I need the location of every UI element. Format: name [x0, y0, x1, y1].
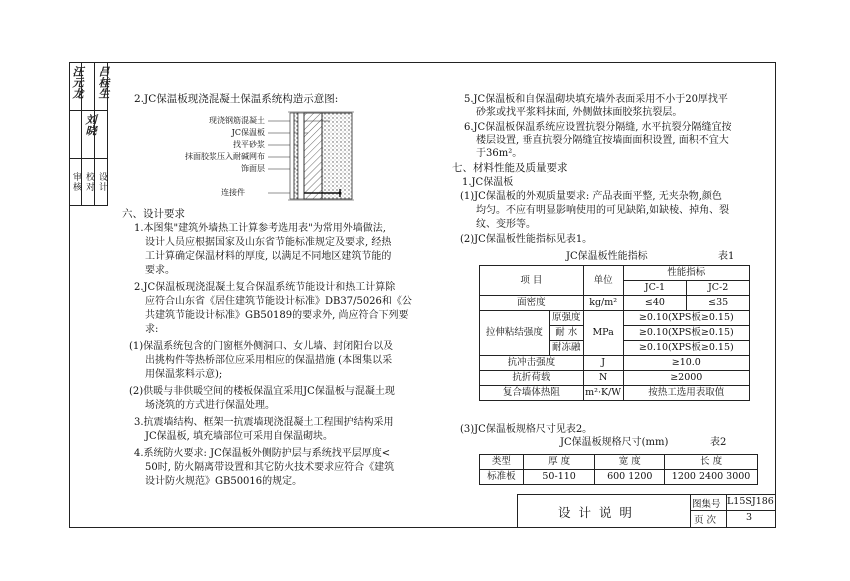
header-jc1: JC-1	[623, 281, 687, 296]
item1-sub1-line: (1)JC保温板的外观质量要求: 产品表面平整, 无夹杂物,颜色	[460, 191, 722, 202]
row-fold-value: ≥2000	[623, 371, 749, 386]
para3-line: 3.抗震墙结构、框架一抗震墙现浇混凝土工程围护结构采用	[134, 417, 394, 428]
header-jc2: JC-2	[687, 281, 750, 296]
table2-number: 表2	[710, 437, 727, 448]
diagram-label: 连接件	[221, 188, 245, 197]
row-impact-unit: J	[583, 356, 623, 371]
row-fold-label: 抗折荷载	[480, 371, 584, 386]
row-tensile-sub: 耐 水	[549, 326, 583, 341]
role-label-check: 校对	[84, 172, 94, 192]
title-block	[517, 494, 776, 528]
row-impact-label: 抗冲击强度	[480, 356, 584, 371]
page-number: 3	[746, 512, 753, 523]
strip-divider	[69, 110, 108, 111]
para5-line: 砂浆或找平浆料抹面, 外侧做抹面胶浆抗裂层。	[476, 107, 683, 118]
sub1-line: 出挑构件等热桥部位应采用相应的保温措施 (本图集以采	[145, 355, 393, 366]
signature-strip	[69, 62, 108, 206]
para3-line: JC保温板, 填充墙部位可采用自保温砌块。	[145, 431, 334, 442]
row-width: 600 1200	[595, 470, 665, 485]
diagram-label: 抹面胶浆压入耐碱网布	[185, 152, 265, 161]
row-thermal-unit: m²·K/W	[583, 386, 623, 401]
atlas-number-label: 图集号	[692, 499, 721, 510]
section7-title: 七、材料性能及质量要求	[452, 162, 568, 174]
header-performance: 性能指标	[623, 266, 749, 281]
header-type: 类型	[480, 455, 524, 470]
item1-sub1-line: 均匀。不应有明显影响使用的可见缺陷,如缺棱、掉角、裂	[476, 205, 730, 216]
item1-sub3: (3)JC保温板规格尺寸见表2。	[460, 424, 593, 435]
para1-line: 要求。	[145, 265, 175, 276]
para2-line: 共建筑节能设计标准》GB50189的要求外, 尚应符合下列要	[145, 310, 409, 321]
sub1-line: 用保温浆料示意);	[145, 369, 223, 380]
item1-title: 1.JC保温板	[462, 177, 514, 188]
diagram-label: 找平砂浆	[233, 140, 265, 149]
header-length: 长 度	[665, 455, 758, 470]
para6-line: 于36m²。	[476, 148, 523, 159]
sub1-line: (1)保温系统包含的门窗框外侧洞口、女儿墙、封闭阳台以及	[129, 341, 394, 352]
role-label-design: 设计	[97, 172, 107, 192]
row-density-label: 面密度	[480, 296, 584, 311]
page-label: 页 次	[694, 515, 717, 526]
drawing-title: 设 计 说 明	[558, 505, 634, 520]
row-tensile-unit: MPa	[583, 311, 623, 356]
row-tensile-value: ≥0.10(XPS板≥0.15)	[623, 311, 749, 326]
row-tensile-value: ≥0.10(XPS板≥0.15)	[623, 326, 749, 341]
header-unit: 单位	[583, 266, 623, 296]
section6-title: 六、设计要求	[122, 208, 185, 220]
row-tensile-sub: 原强度	[549, 311, 583, 326]
para1-line: 设计人员应根据国家及山东省节能标准规定及要求, 经热	[145, 237, 392, 248]
signature-checker: 刘晓	[84, 114, 97, 136]
para4-line: 50时, 防火隔离带设置和其它防火技术要求应符合《建筑	[145, 462, 395, 473]
para4-line: 设计防火规范》GB50016的规定。	[145, 476, 303, 487]
para2-line: 求:	[145, 324, 159, 335]
diagram-label: 饰面层	[241, 164, 265, 173]
header-width: 宽 度	[595, 455, 665, 470]
item1-sub2: (2)JC保温板性能指标见表1。	[460, 234, 593, 245]
performance-table	[479, 265, 750, 401]
row-thickness: 50-110	[523, 470, 595, 485]
title-block-divider	[690, 495, 691, 527]
para6-line: 6.JC保温板保温系统应设置抗裂分隔缝, 水平抗裂分隔缝宜按	[464, 122, 732, 133]
row-tensile-value: ≥0.10(XPS板≥0.15)	[623, 341, 749, 356]
sub2-line: 场浇筑的方式进行保温处理。	[145, 400, 275, 411]
item1-sub1-line: 纹、变形等。	[476, 219, 536, 230]
row-length: 1200 2400 3000	[665, 470, 758, 485]
wall-section-diagram	[268, 109, 358, 202]
para6-line: 楼层设置, 垂直抗裂分隔缝宜按墙面面积设置, 面积不宜大	[476, 135, 729, 146]
row-tensile-sub: 耐冻融	[549, 341, 583, 356]
signature-reviewer: 汪元龙	[71, 66, 84, 99]
row-density-jc1: ≤40	[623, 296, 687, 311]
header-item: 项 目	[480, 266, 584, 296]
para5-line: 5.JC保温板和自保温砌块填充墙外表面采用不小于20厚找平	[464, 94, 728, 105]
size-table	[479, 454, 758, 485]
row-type: 标准板	[480, 470, 524, 485]
role-label-review: 审核	[71, 172, 81, 192]
row-fold-unit: N	[583, 371, 623, 386]
table1-number: 表1	[718, 251, 735, 262]
row-impact-value: ≥10.0	[623, 356, 749, 371]
header-thickness: 厚 度	[523, 455, 595, 470]
row-density-unit: kg/m²	[583, 296, 623, 311]
para4-line: 4.系统防火要求: JC保温板外侧防护层与系统找平层厚度<	[134, 448, 391, 459]
sub2-line: (2)供暖与非供暖空间的楼板保温宜采用JC保温板与混凝土现	[129, 386, 395, 397]
row-thermal-label: 复合墙体热阻	[480, 386, 584, 401]
signature-designer: 吕桂生	[97, 66, 110, 99]
para2-line: 2.JC保温板现浇混凝土复合保温系统节能设计和热工计算除	[134, 282, 396, 293]
para2-line: 应符合山东省《居住建筑节能设计标准》DB37/5026和《公	[145, 296, 412, 307]
section2-title: 2.JC保温板现浇混凝土保温系统构造示意图:	[134, 93, 339, 105]
row-density-jc2: ≤35	[687, 296, 750, 311]
row-thermal-value: 按热工选用表取值	[623, 386, 749, 401]
diagram-label: JC保温板	[231, 128, 265, 137]
para1-line: 工计算确定保温材料的厚度, 以满足不同地区建筑节能的	[145, 251, 392, 262]
table1-title: JC保温板性能指标	[566, 251, 648, 262]
title-block-divider	[690, 510, 776, 511]
table2-title: JC保温板规格尺寸(mm)	[560, 437, 669, 448]
para1-line: 1.本图集"建筑外墙热工计算参考选用表"为常用外墙做法,	[134, 223, 386, 234]
row-tensile-label: 拉伸粘结强度	[480, 311, 550, 356]
diagram-label: 现浇钢筋混凝土	[209, 116, 265, 125]
atlas-number: L15SJ186	[727, 496, 774, 507]
strip-divider	[69, 158, 108, 159]
